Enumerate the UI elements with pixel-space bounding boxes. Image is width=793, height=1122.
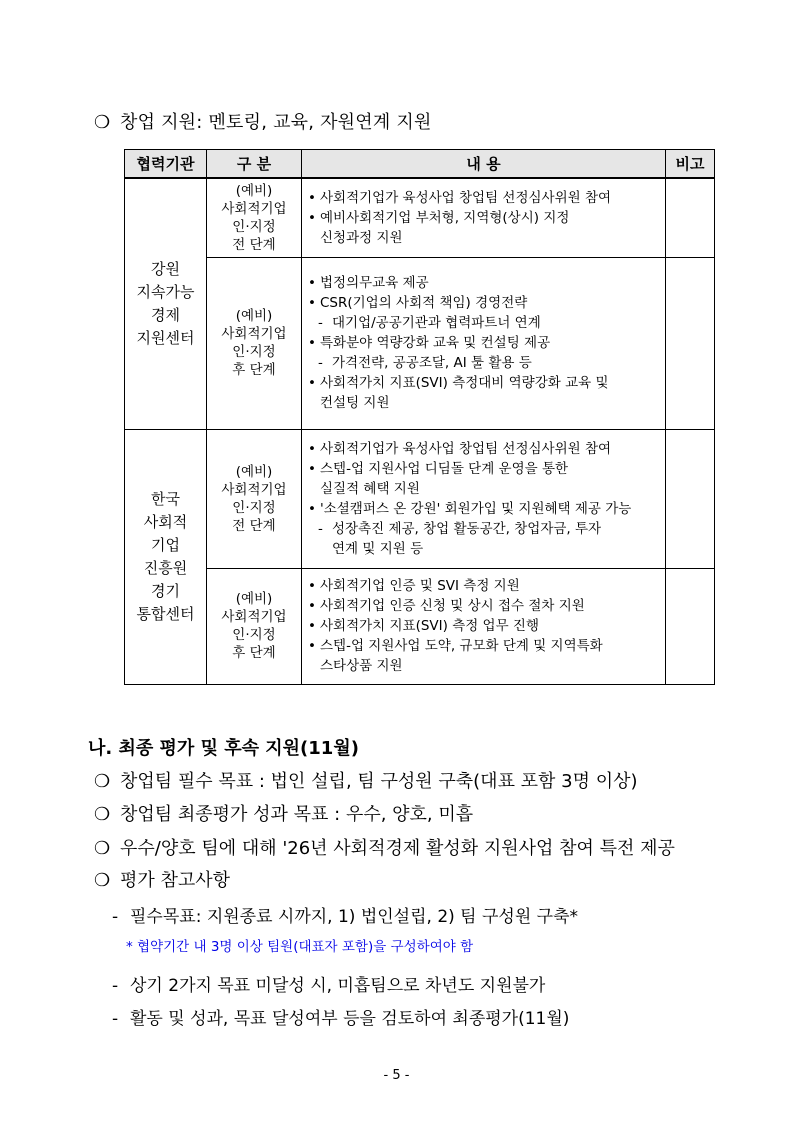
bullet-dot-icon: • [308,335,316,351]
dash-bullet: - [112,1009,119,1029]
content-item-text: 사회적기업가 육성사업 창업팀 선정심사위원 참여 [320,189,612,206]
content-item-text: 사회적가치 지표(SVI) 측정 업무 진행 [320,618,540,634]
detail-item [112,1004,569,1029]
content-item-text: 사회적기업 인증 신청 및 상시 접수 절차 지원 [320,598,585,614]
dash-bullet: - [318,520,323,537]
bullet-dot-icon: • [308,618,316,634]
circle-bullet-icon: ❍ [94,771,111,792]
bullet-item [94,767,638,793]
dash-bullet: - [318,355,323,371]
section-heading-final-evaluation: 나. 최종 평가 및 후속 지원(11월) [88,738,359,759]
bullet-item [94,866,230,892]
bullet-text: 평가 참고사항 [120,870,231,891]
content-item-text: 사회적기업가 육성사업 창업팀 선정심사위원 참여 [320,440,612,457]
page-number: - 5 - [383,1068,410,1083]
content-item [308,293,661,313]
circle-bullet-icon: ❍ [94,804,111,825]
content-item-text: 사회적가치 지표(SVI) 측정대비 역량강화 교육 및 컨설팅 지원 [320,375,609,411]
header-content: 내 용 [302,150,666,179]
content-item-text: 예비사회적기업 부처형, 지역형(상시) 지정 신청과정 지원 [320,209,570,246]
detail-text: 활동 및 성과, 목표 달성여부 등을 검토하여 최종평가(11월) [130,1009,570,1029]
bullet-text: 창업팀 필수 목표 : 법인 설립, 팀 구성원 구축(대표 포함 3명 이상) [120,771,638,792]
table-body [125,178,715,684]
detail-text: 상기 2가지 목표 미달성 시, 미흡팀으로 차년도 지원불가 [130,976,546,996]
content-item-text: '소셜캠퍼스 온 강원' 회원가입 및 지원혜택 제공 가능 [320,500,632,517]
dash-bullet: - [112,976,119,996]
category-cell: (예비) 사회적기업 인·지정 전 단계 [207,178,302,257]
bullet-dot-icon: • [308,295,316,311]
circle-bullet-icon: ❍ [94,112,111,133]
circle-bullet-icon: ❍ [94,838,111,859]
section-heading-startup-support [94,108,432,134]
note-cell [666,429,715,568]
footnote: * 협약기간 내 3명 이상 팀원(대표자 포함)을 구성하여야 함 [126,939,474,955]
bullet-dot-icon: • [308,275,316,291]
note-cell [666,257,715,429]
content-subitem [308,519,661,559]
detail-item [112,971,545,996]
header-category: 구 분 [207,150,302,179]
content-item [308,373,661,413]
dash-bullet: - [112,907,119,927]
content-subitem [308,313,661,333]
support-table [124,149,715,685]
content-item [308,616,661,636]
bullet-item [94,834,675,860]
dash-bullet: - [318,315,323,331]
org-name-cell: 강원 지속가능 경제 지원센터 [125,178,207,429]
content-subitem [308,353,661,373]
bullet-text: 창업팀 최종평가 성과 목표 : 우수, 양호, 미흡 [120,804,474,825]
content-item [308,273,661,293]
content-item [308,439,661,459]
content-cell [302,568,666,684]
header-note: 비고 [666,150,715,179]
content-item [308,596,661,616]
content-item [308,499,661,519]
category-cell: (예비) 사회적기업 인·지정 전 단계 [207,429,302,568]
content-item-text: 스텝-업 지원사업 도약, 규모화 단계 및 지역특화 스타상품 지원 [320,638,603,674]
circle-bullet-icon: ❍ [94,870,111,891]
bullet-dot-icon: • [308,440,316,457]
content-cell [302,178,666,257]
category-cell: (예비) 사회적기업 인·지정 후 단계 [207,257,302,429]
content-subitem-text: 대기업/공공기관과 협력파트너 연계 [332,315,541,331]
note-cell [666,568,715,684]
bullet-dot-icon: • [308,460,316,477]
detail-item [112,902,578,927]
bullet-dot-icon: • [308,638,316,654]
bullet-dot-icon: • [308,375,316,391]
content-item [308,333,661,353]
content-item-text: CSR(기업의 사회적 책임) 경영전략 [320,295,528,311]
bullet-item [94,800,473,826]
bullet-dot-icon: • [308,598,316,614]
content-subitem-text: 가격전략, 공공조달, AI 툴 활용 등 [332,355,532,371]
content-item-text: 스텝-업 지원사업 디딤돌 단계 운영을 통한 실질적 혜택 지원 [320,460,569,497]
content-item-text: 특화분야 역량강화 교육 및 컨설팅 제공 [320,335,551,351]
table-row [125,257,715,429]
table-header-row [125,150,715,179]
section-heading-text: 창업 지원: 멘토링, 교육, 자원연계 지원 [120,112,432,133]
content-item [308,208,661,248]
content-item [308,188,661,208]
bullet-text: 우수/양호 팀에 대해 '26년 사회적경제 활성화 지원사업 참여 특전 제공 [120,838,675,859]
note-cell [666,178,715,257]
header-org: 협력기관 [125,150,207,179]
content-item-text: 법정의무교육 제공 [320,275,429,291]
table-row [125,568,715,684]
content-cell [302,257,666,429]
org-name-cell: 한국 사회적 기업 진흥원 경기 통합센터 [125,429,207,684]
bullet-dot-icon: • [308,500,316,517]
content-item-text: 사회적기업 인증 및 SVI 측정 지원 [320,578,520,594]
bullet-dot-icon: • [308,189,316,206]
content-cell [302,429,666,568]
content-item [308,459,661,499]
detail-text: 필수목표: 지원종료 시까지, 1) 법인설립, 2) 팀 구성원 구축* [130,907,579,927]
table-row [125,429,715,568]
category-cell: (예비) 사회적기업 인·지정 후 단계 [207,568,302,684]
bullet-dot-icon: • [308,578,316,594]
table-row [125,178,715,257]
bullet-dot-icon: • [308,209,316,226]
content-subitem-text: 성장촉진 제공, 창업 활동공간, 창업자금, 투자 연계 및 지원 등 [332,520,602,557]
content-item [308,576,661,596]
content-item [308,636,661,676]
